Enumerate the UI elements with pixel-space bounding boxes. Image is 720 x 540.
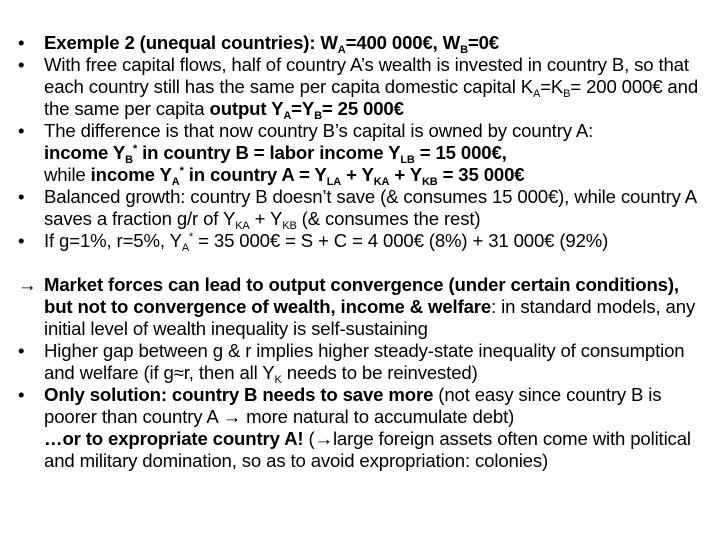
arrow-right-icon: → (18, 274, 37, 295)
difference-text: The difference is that now country B’s capital is owned by country A: income $Y_B^*$ in country B = labor income $Y_{LB} = 15$ 000€, while income $Y_A^*$ in country $A = Y_{LA} + Y_{KA} + Y_{KB} = 35$ 000€ (44, 120, 594, 188)
bullet-free-capital (16, 54, 710, 120)
free-capital-text: With free capital flows, half of country A’s wealth is invested in country B, so that each country still has the same per capita domestic capital $K_A=K_B= 200$ 000€ and the same per capita output $Y_A=Y_B= 25$ 000€ (44, 54, 699, 122)
solution-text: Only solution: country B needs to save more (not easy since country B is poorer than country A → more natural to accumulate debt) …or to expropriate country A! (→large foreign assets often come with political and military domination, so as to avoid expropriation: colonies) (44, 384, 691, 471)
bullet-if-g (16, 230, 710, 252)
bullet-marker: • (18, 32, 25, 53)
gap-text: Higher gap between g & r implies higher steady-state inequality of consumption and welfare (if g≈r, then all $Y_K$ needs to be reinvested) (44, 340, 685, 386)
bullet-solution (16, 384, 710, 472)
bullet-difference (16, 120, 710, 186)
bullet-marker: • (18, 186, 25, 207)
bullet-marker: • (18, 230, 25, 251)
bullet-marker: • (18, 384, 25, 405)
conclusion-section (16, 274, 710, 472)
bullet-list-top (16, 32, 710, 252)
balanced-growth-text: Balanced growth: country B doesn’t save (& consumes 15 000€), while country A saves a fraction g/r of $Y_{KA} + Y_{KB}$ (& consumes the rest) (44, 186, 696, 232)
bullet-gap (16, 340, 710, 384)
bullet-balanced-growth (16, 186, 710, 230)
bullet-marker: • (18, 120, 25, 141)
example-heading: Exemple 2 (unequal countries): $W_A=400$ 000€, $W_B=0€$ (44, 32, 499, 56)
conclusion-text: Market forces can lead to output convergence (under certain conditions), but not to convergence of wealth, income & welfare: in standard models, any initial level of wealth inequality is self-sustaining (44, 274, 696, 339)
conclusion-arrow-item (16, 274, 710, 340)
if-g-text: If g=1%, r=5%, $Y_A^* = 35$ 000€ = S + C = 4 000€ (8%) + 31 000€ (92%) (44, 230, 609, 254)
bullet-marker: • (18, 340, 25, 361)
bullet-example (16, 32, 710, 54)
spacer (16, 252, 710, 274)
bullet-marker: • (18, 54, 25, 75)
